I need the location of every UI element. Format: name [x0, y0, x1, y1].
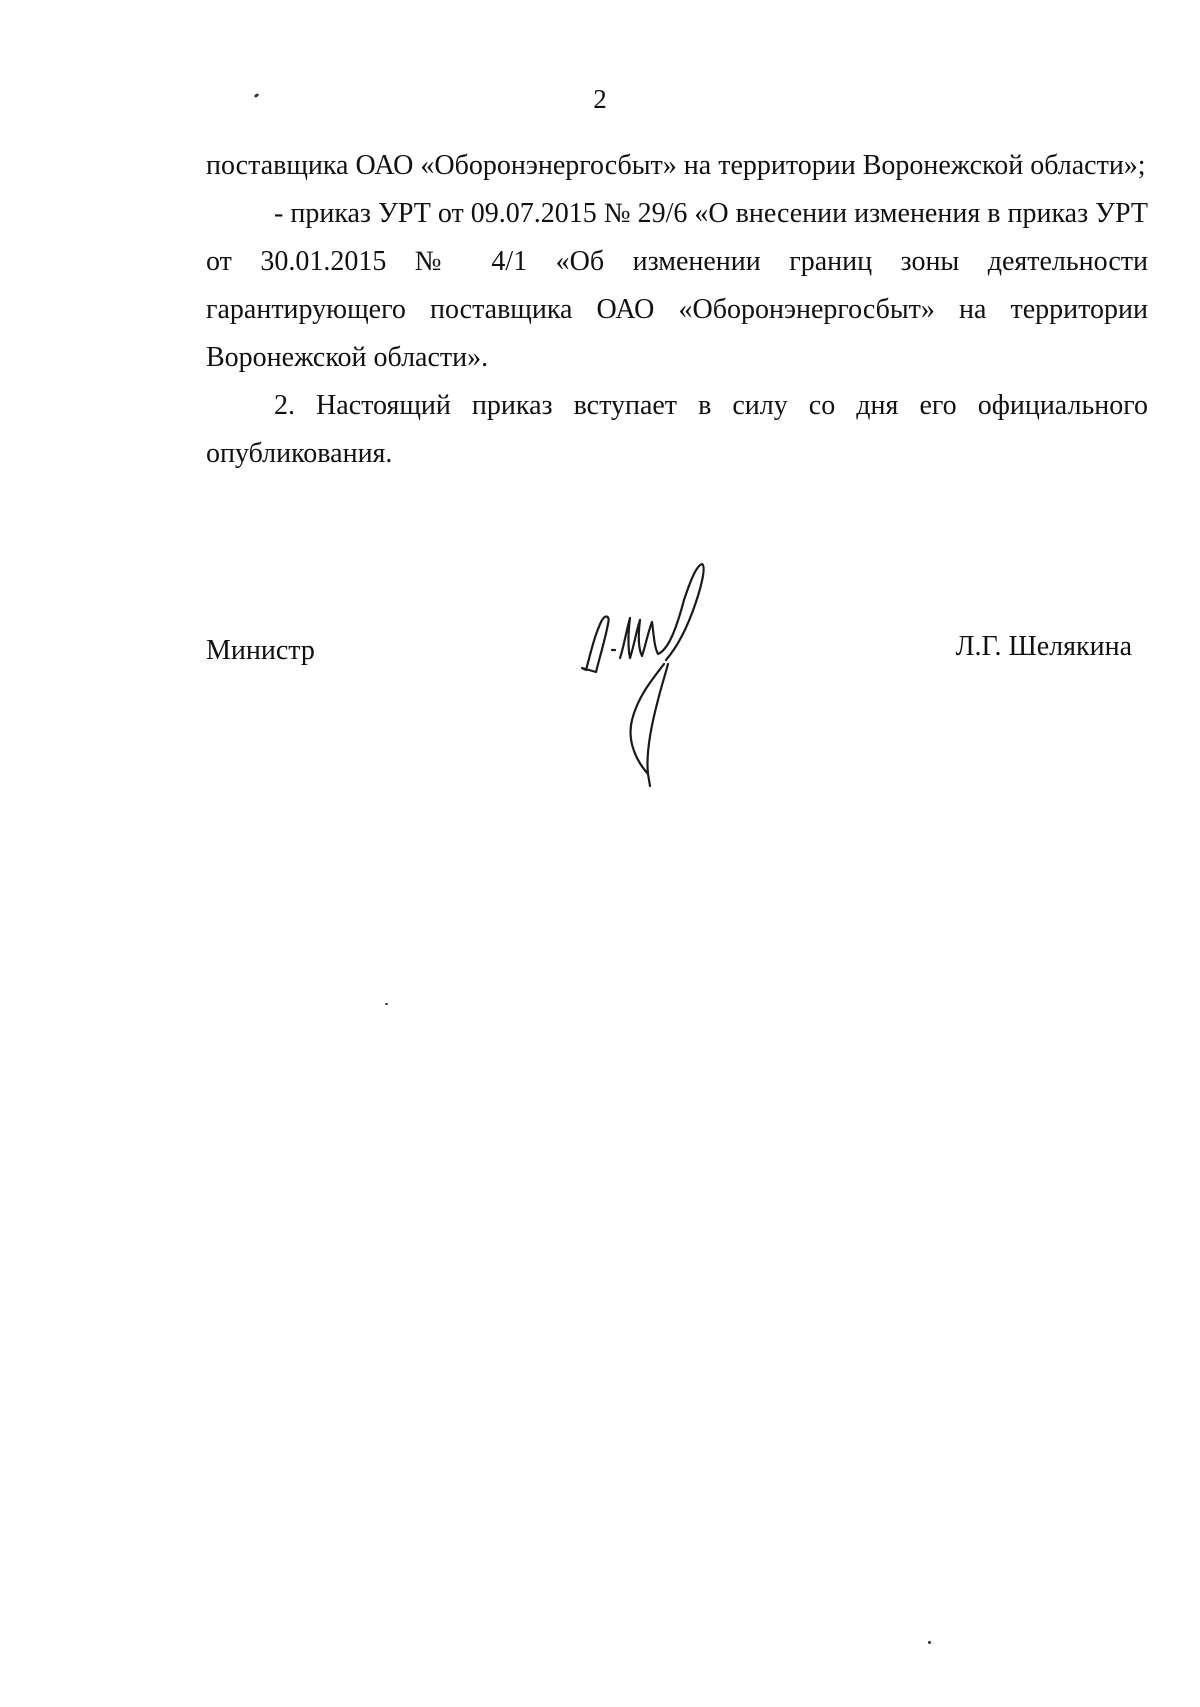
page-number: 2	[593, 84, 607, 114]
paragraph-order-list-item: - приказ УРТ от 09.07.2015 № 29/6 «О внесении изменения в приказ УРТ от 30.01.2015 № 4/1 «Об изменении границ зоны деятельности гарантирующего поставщика ОАО «Оборонэнергосбыт» на территории Воронежской области».	[206, 198, 1148, 373]
scan-speck	[928, 1641, 931, 1644]
signatory-name: Л.Г. Шелякина	[955, 631, 1132, 662]
handwritten-signature	[572, 560, 722, 790]
signatory-title: Министр	[206, 635, 315, 666]
scan-speck	[385, 1003, 388, 1005]
paragraph-continuation: поставщика ОАО «Оборонэнергосбыт» на территории Воронежской области»;	[206, 150, 1146, 181]
document-body	[206, 142, 1148, 478]
signature-block	[206, 560, 1132, 790]
paragraph-effective-date: 2. Настоящий приказ вступает в силу со дня его официального опубликования.	[206, 390, 1148, 469]
